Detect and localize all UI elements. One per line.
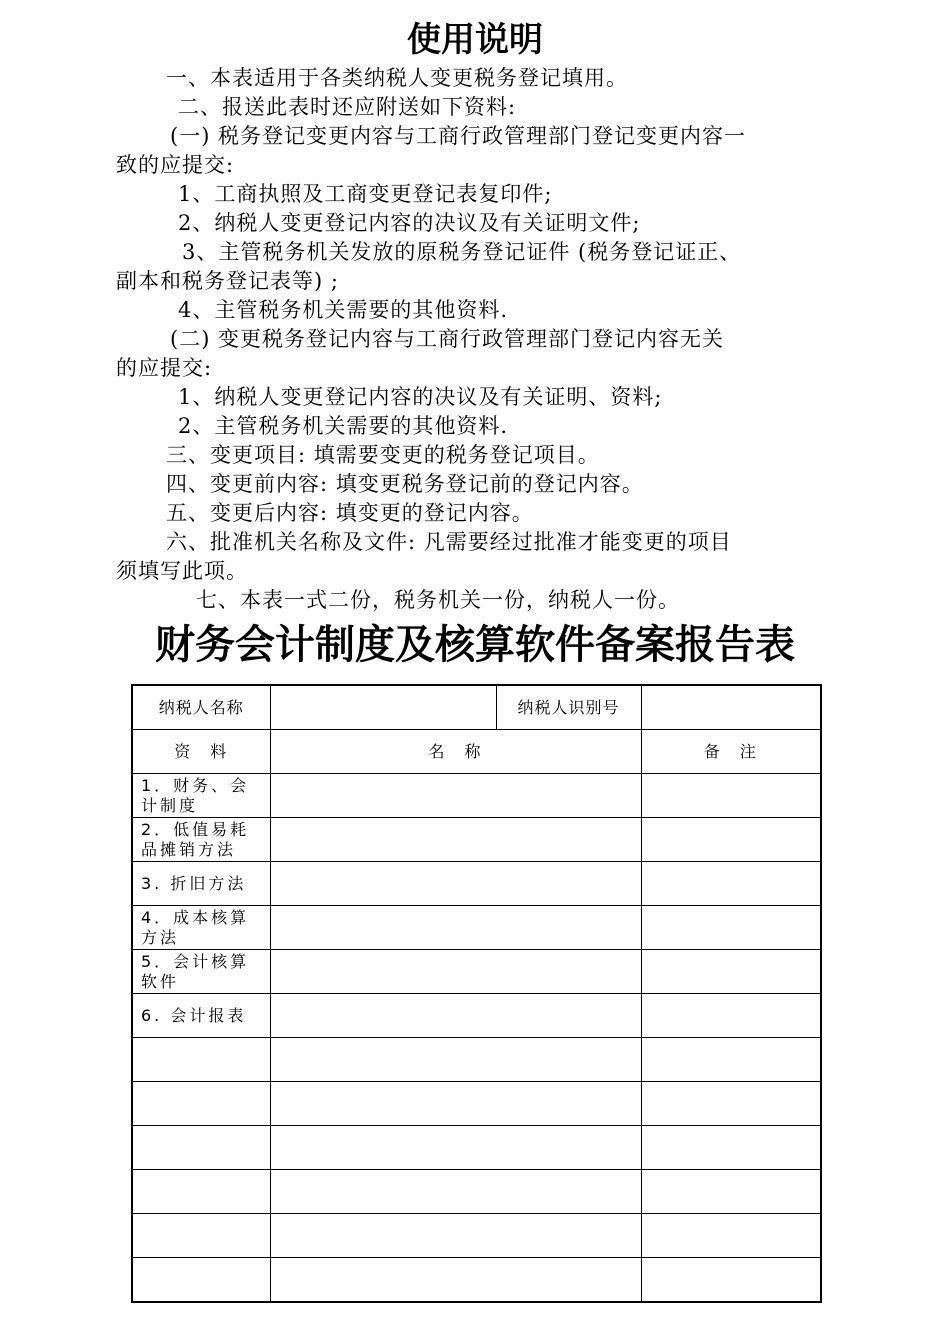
col-note-header: 备 注 — [641, 730, 821, 774]
material-note-field[interactable] — [641, 1038, 821, 1082]
material-note-field[interactable] — [641, 994, 821, 1038]
material-item-label: 2．低值易耗品摊销方法 — [132, 818, 270, 862]
instruction-line: 一、本表适用于各类纳税人变更税务登记填用。 — [166, 66, 628, 90]
col-material-header: 资 料 — [132, 730, 270, 774]
instruction-line: 四、变更前内容: 填变更税务登记前的登记内容。 — [166, 472, 644, 496]
instruction-line: 2、纳税人变更登记内容的决议及有关证明文件; — [178, 211, 641, 235]
material-item-label — [132, 1258, 270, 1303]
instruction-line: 二、报送此表时还应附送如下资料: — [178, 95, 517, 119]
table-row — [132, 774, 821, 818]
material-name-field[interactable] — [270, 1082, 641, 1126]
table-row — [132, 1126, 821, 1170]
instruction-line: 2、主管税务机关需要的其他资料. — [178, 414, 509, 438]
instruction-line: 1、纳税人变更登记内容的决议及有关证明、资料; — [178, 385, 663, 409]
table-row — [132, 994, 821, 1038]
instruction-line: 七、本表一式二份，税务机关一份，纳税人一份。 — [196, 588, 680, 612]
material-note-field[interactable] — [641, 1126, 821, 1170]
material-name-field[interactable] — [270, 1258, 641, 1303]
material-name-field[interactable] — [270, 906, 641, 950]
col-name-header: 名 称 — [270, 730, 641, 774]
table-row — [132, 818, 821, 862]
instruction-line: 4、主管税务机关需要的其他资料. — [178, 298, 509, 322]
material-note-field[interactable] — [641, 950, 821, 994]
material-name-field[interactable] — [270, 1126, 641, 1170]
instruction-line: 六、批准机关名称及文件: 凡需要经过批准才能变更的项目 — [166, 530, 732, 554]
instruction-line: 副本和税务登记表等) ; — [116, 269, 339, 293]
material-name-field[interactable] — [270, 994, 641, 1038]
instruction-line: 致的应提交: — [116, 153, 235, 177]
material-note-field[interactable] — [641, 818, 821, 862]
material-note-field[interactable] — [641, 774, 821, 818]
table-row — [132, 950, 821, 994]
instruction-line: (一) 税务登记变更内容与工商行政管理部门登记变更内容一 — [170, 124, 747, 148]
taxpayer-name-label: 纳税人名称 — [132, 685, 270, 730]
material-name-field[interactable] — [270, 1214, 641, 1258]
instruction-line: 三、变更项目: 填需要变更的税务登记项目。 — [166, 443, 600, 467]
instruction-line: 3、主管税务机关发放的原税务登记证件 (税务登记证正、 — [182, 240, 742, 264]
table-row — [132, 862, 821, 906]
taxpayer-id-field[interactable] — [641, 685, 821, 730]
material-item-label: 5．会计核算软件 — [132, 950, 270, 994]
material-item-label — [132, 1126, 270, 1170]
taxpayer-header-row — [132, 685, 821, 730]
filing-report-table — [131, 684, 822, 1303]
material-item-label: 1．财务、会计制度 — [132, 774, 270, 818]
taxpayer-id-label: 纳税人识别号 — [496, 685, 641, 730]
form-title: 财务会计制度及核算软件备案报告表 — [155, 622, 795, 668]
material-note-field[interactable] — [641, 862, 821, 906]
taxpayer-name-field[interactable] — [270, 685, 496, 730]
table-row — [132, 906, 821, 950]
material-item-label — [132, 1170, 270, 1214]
material-name-field[interactable] — [270, 862, 641, 906]
material-item-label: 4．成本核算方法 — [132, 906, 270, 950]
material-item-label: 6. 会计报表 — [132, 994, 270, 1038]
material-item-label: 3. 折旧方法 — [132, 862, 270, 906]
instruction-line: 的应提交: — [116, 356, 213, 380]
table-row — [132, 1038, 821, 1082]
instruction-line: 须填写此项。 — [116, 559, 248, 583]
table-row — [132, 1082, 821, 1126]
material-name-field[interactable] — [270, 950, 641, 994]
material-note-field[interactable] — [641, 1214, 821, 1258]
material-name-field[interactable] — [270, 818, 641, 862]
instruction-line: 1、工商执照及工商变更登记表复印件; — [178, 182, 553, 206]
table-row — [132, 1214, 821, 1258]
material-item-label — [132, 1038, 270, 1082]
column-header-row — [132, 730, 821, 774]
instruction-line: (二) 变更税务登记内容与工商行政管理部门登记内容无关 — [170, 327, 725, 351]
material-note-field[interactable] — [641, 1082, 821, 1126]
material-note-field[interactable] — [641, 906, 821, 950]
material-note-field[interactable] — [641, 1258, 821, 1303]
material-note-field[interactable] — [641, 1170, 821, 1214]
table-row — [132, 1170, 821, 1214]
material-name-field[interactable] — [270, 1038, 641, 1082]
table-row — [132, 1258, 821, 1303]
material-item-label — [132, 1214, 270, 1258]
material-name-field[interactable] — [270, 1170, 641, 1214]
material-item-label — [132, 1082, 270, 1126]
material-name-field[interactable] — [270, 774, 641, 818]
instructions-title: 使用说明 — [407, 20, 543, 60]
instruction-line: 五、变更后内容: 填变更的登记内容。 — [166, 501, 534, 525]
